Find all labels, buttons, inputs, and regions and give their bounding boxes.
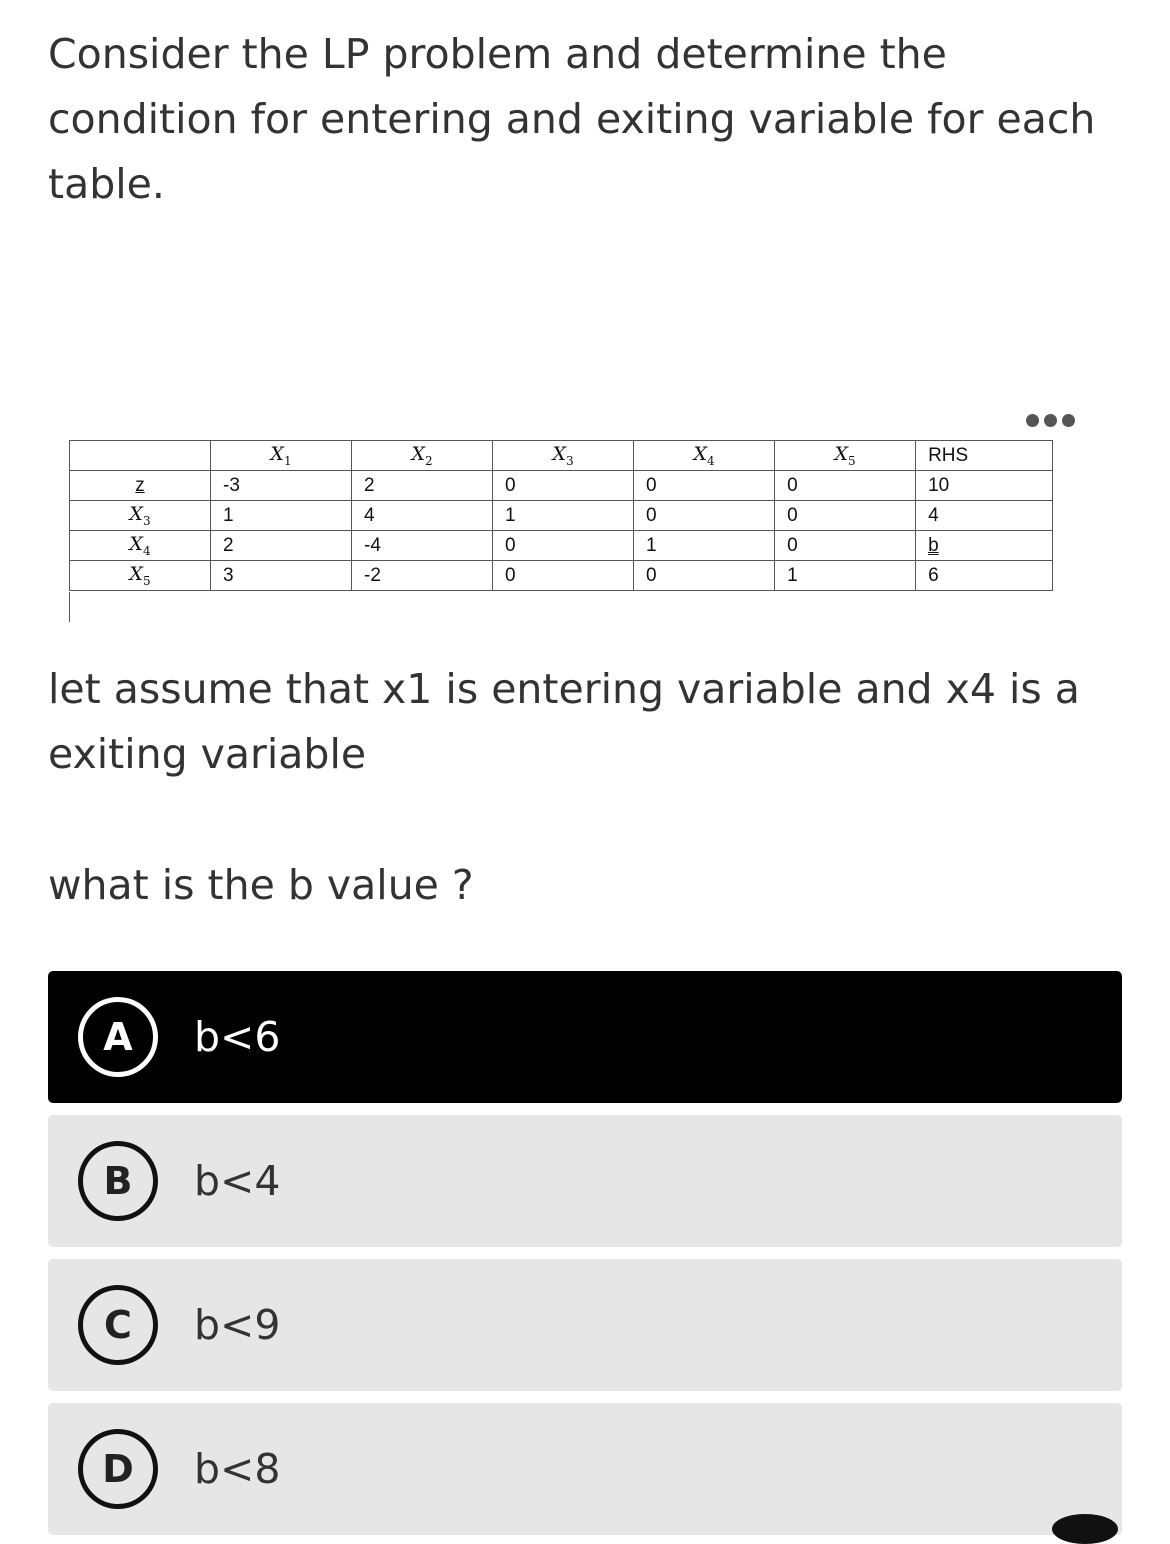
question-assumption: let assume that x1 is entering variable and x4 is a exiting variable: [48, 665, 1080, 778]
cell-x5-x1: 3: [211, 561, 281, 591]
more-dot: [1044, 414, 1057, 427]
option-b[interactable]: [48, 1115, 1122, 1247]
more-dot: [1026, 414, 1039, 427]
tableau-header-row: [70, 441, 1053, 471]
cell-x4-x5: 0: [775, 531, 845, 561]
cell-x5-rhs: 6: [916, 561, 1053, 591]
option-text-a: b<6: [194, 1013, 281, 1061]
cell-x4-x2: -4: [352, 531, 422, 561]
header-x4: $X_4$: [634, 441, 775, 471]
simplex-tableau: [69, 440, 1053, 591]
cell-x4-rhs: [916, 531, 1053, 561]
tableau-row-x3: [70, 501, 1053, 531]
more-horizontal-icon[interactable]: [1026, 414, 1076, 428]
option-letter-d: D: [78, 1429, 158, 1509]
cell-x5-x5: 1: [775, 561, 845, 591]
row-label-x3: $X_3$: [70, 501, 211, 531]
cell-x5-x3: 0: [493, 561, 563, 591]
option-text-b: b<4: [194, 1157, 281, 1205]
cell-z-x2: 2: [352, 471, 422, 501]
option-text-d: b<8: [194, 1445, 281, 1493]
cell-x3-x2: 4: [352, 501, 422, 531]
row-label-z: z: [70, 471, 211, 501]
cell-x3-x5: 0: [775, 501, 845, 531]
cell-x3-x3: 1: [493, 501, 563, 531]
cell-x3-x1: 1: [211, 501, 281, 531]
cell-z-x4: 0: [634, 471, 704, 501]
option-a[interactable]: [48, 971, 1122, 1103]
cell-x4-x1: 2: [211, 531, 281, 561]
tableau-row-x5: [70, 561, 1053, 591]
header-x5: $X_5$: [775, 441, 916, 471]
header-rhs: RHS: [916, 441, 1053, 471]
option-d[interactable]: [48, 1403, 1122, 1535]
option-letter-b: B: [78, 1141, 158, 1221]
header-corner-cell: [70, 441, 211, 471]
b-variable: b: [928, 534, 939, 556]
more-dot: [1062, 414, 1075, 427]
header-x3: $X_3$: [493, 441, 634, 471]
header-x1: $X_1$: [211, 441, 352, 471]
tableau-row-x4: [70, 531, 1053, 561]
floating-action-button[interactable]: [1052, 1514, 1118, 1544]
row-label-x4: $X_4$: [70, 531, 211, 561]
cell-x5-x4: 0: [634, 561, 704, 591]
table-border-tail: [69, 592, 70, 622]
cell-z-x3: 0: [493, 471, 563, 501]
cell-x4-x4: 1: [634, 531, 704, 561]
option-text-c: b<9: [194, 1301, 281, 1349]
cell-z-x5: 0: [775, 471, 845, 501]
cell-z-rhs: 10: [916, 471, 1053, 501]
option-c[interactable]: [48, 1259, 1122, 1391]
cell-x3-x4: 0: [634, 501, 704, 531]
row-label-x5: $X_5$: [70, 561, 211, 591]
cell-x4-x3: 0: [493, 531, 563, 561]
header-x2: $X_2$: [352, 441, 493, 471]
cell-x3-rhs: 4: [916, 501, 1053, 531]
tableau-row-z: [70, 471, 1053, 501]
question-ask: what is the b value ?: [48, 861, 474, 909]
cell-z-x1: -3: [211, 471, 281, 501]
option-letter-a: A: [78, 997, 158, 1077]
cell-x5-x2: -2: [352, 561, 422, 591]
question-prompt: Consider the LP problem and determine the condition for entering and exiting variable for each table.: [48, 30, 1096, 208]
option-letter-c: C: [78, 1285, 158, 1365]
